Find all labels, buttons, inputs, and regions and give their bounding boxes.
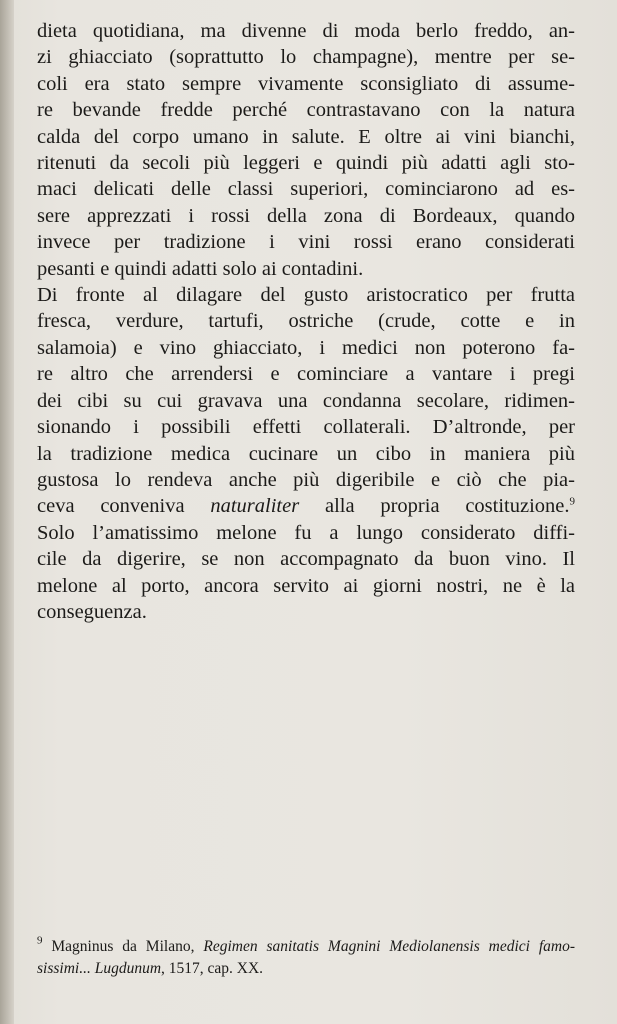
text-line: re bevande fredde perché contrastavano con la natura bbox=[37, 99, 575, 122]
text-line: coli era stato sempre vivamente sconsigliato di assume- bbox=[37, 72, 575, 95]
text-line: re altro che arrendersi e cominciare a vantare i pregi bbox=[37, 363, 575, 386]
text-line: Solo l’amatissimo melone fu a lungo considerato diffi- bbox=[37, 521, 575, 544]
text-line: dei cibi su cui gravava una condanna secolare, ridimen- bbox=[37, 389, 575, 412]
line-text: ceva conveniva bbox=[37, 495, 211, 518]
text-line: maci delicati delle classi superiori, cominciarono ad es- bbox=[37, 178, 575, 201]
text-line: cile da digerire, se non accompagnato da buon vino. Il bbox=[37, 548, 575, 571]
footnote-line bbox=[37, 958, 575, 980]
page-gutter bbox=[0, 0, 14, 1024]
text-line: calda del corpo umano in salute. E oltre ai vini bianchi, bbox=[37, 125, 575, 148]
text-line: melone al porto, ancora servito ai giorni nostri, ne è la bbox=[37, 574, 575, 597]
text-line: gustosa lo rendeva anche più digeribile e ciò che pia- bbox=[37, 468, 575, 491]
footnote-title-cont: sissimi... Lugdunum bbox=[37, 960, 162, 977]
italic-term: naturaliter bbox=[210, 495, 300, 518]
body-text bbox=[37, 18, 575, 625]
footnote-title: Regimen sanitatis Magnini Mediolanensis medici famo- bbox=[203, 938, 575, 955]
text-line: fresca, verdure, tartufi, ostriche (crude, cotte e in bbox=[37, 310, 575, 333]
footnote-author: Magninus da Milano, bbox=[42, 938, 204, 955]
footnote-reference[interactable]: 9 bbox=[569, 495, 576, 508]
footnote-citation: , 1517, cap. XX. bbox=[161, 960, 264, 977]
text-line: salamoia) e vino ghiacciato, i medici non poterono fa- bbox=[37, 336, 575, 359]
footnote bbox=[37, 936, 575, 980]
show-through-texture bbox=[37, 620, 577, 920]
text-line-with-note bbox=[37, 493, 575, 519]
text-line: dieta quotidiana, ma divenne di moda berlo freddo, an- bbox=[37, 20, 575, 42]
footnote-number: 9 bbox=[37, 934, 43, 947]
footnote-line bbox=[37, 936, 575, 958]
text-line: ritenuti da secoli più leggeri e quindi più adatti agli sto- bbox=[37, 152, 575, 175]
line-text: alla propria costituzione. bbox=[299, 495, 570, 518]
text-line: pesanti e quindi adatti solo ai contadini. bbox=[37, 257, 364, 280]
text-line: zi ghiacciato (soprattutto lo champagne), mentre per se- bbox=[37, 46, 575, 69]
text-line: sionando i possibili effetti collaterali. D’altronde, per bbox=[37, 416, 575, 439]
text-line: invece per tradizione i vini rossi erano considerati bbox=[37, 231, 575, 254]
text-line: conseguenza. bbox=[37, 600, 147, 623]
text-line: Di fronte al dilagare del gusto aristocratico per frutta bbox=[37, 284, 575, 307]
text-line: la tradizione medica cucinare un cibo in maniera più bbox=[37, 442, 575, 465]
text-line: sere apprezzati i rossi della zona di Bordeaux, quando bbox=[37, 204, 575, 227]
